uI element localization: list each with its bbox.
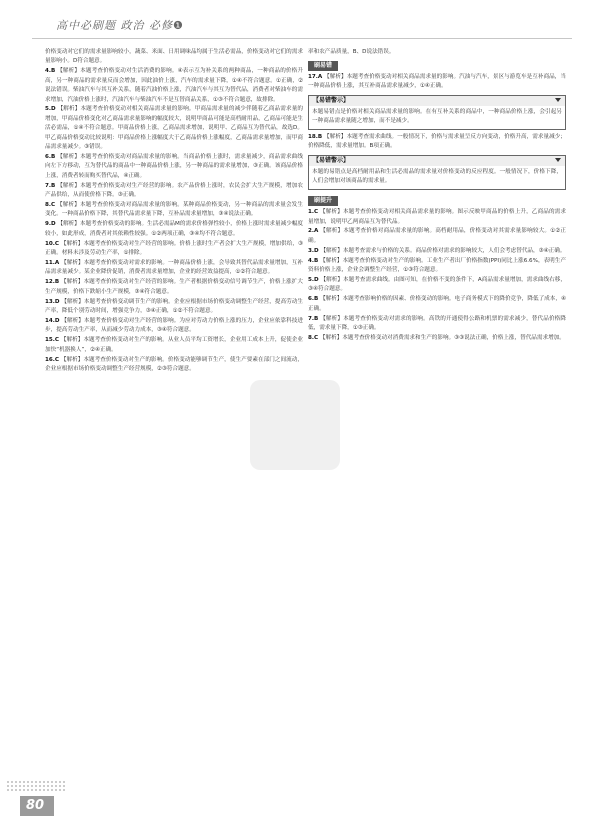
question-number: 6.B (45, 153, 56, 160)
answer-paragraph (45, 201, 303, 220)
tip-box-title: 【易错警示】 (309, 156, 565, 166)
question-number: 18.B (308, 134, 323, 141)
triangle-down-icon (555, 158, 561, 162)
answer-paragraph (45, 67, 303, 105)
answer-paragraph (45, 278, 303, 297)
answer-text: 【解析】本题考查价格变动对生产经营的影响。为应对劳动力价格上涨的压力，企业应依靠科技进步，提高劳动生产率，从而减少劳动力成本，③④符合题意。 (45, 317, 303, 334)
right-column (308, 48, 566, 798)
question-number: 3.D (308, 247, 319, 254)
question-number: 15.C (45, 337, 60, 344)
answer-text: 率和农产品质量，B、D说法错误。 (308, 49, 395, 55)
question-number: 16.C (45, 356, 60, 363)
section-label-tisheng: 刷提升 (308, 196, 338, 206)
answer-paragraph (308, 257, 566, 276)
header-divider (32, 38, 572, 39)
answer-paragraph (308, 208, 566, 227)
answer-text: 【解析】本题考查价格变动对商品需求量的影响。当商品价格上涨时，需求量减少，商品需求曲线向左下方移动，互为替代品的商品中一种商品价格上涨，另一种商品的需求量增加，③正确。该商品价格上涨，消费者转而购买替代品，④正确。 (45, 153, 303, 179)
answer-paragraph (308, 315, 566, 334)
answer-text: 【解析】本题考查价格变动对生产经营的影响。价格上涨时生产者会扩大生产规模，增加供给，③正确。材料未涉及劳动生产率，①排除。 (45, 240, 303, 257)
answer-text: 【解析】本题考查价格变动对生活消费的影响。④表示互为补关系的两种商品，一种商品的价格升高，另一种商品的需求量反而会增加，因此油价上涨，汽车的需求量下降，①④不符合题意。①正确，②说法错误。柴油汽车与其互补关系，随着汽油价格上涨，汽油汽车与其互为替代品，消费者对柴油车的需求增加，汽油价格上涨时，汽油汽车与柴油汽车不是互替商品关系，①③不符合题意，故排除。 (45, 68, 303, 103)
answer-text: 【解析】本题考查价格变动调节生产的影响。企业应根据市场价格变动调整生产经营，提高劳动生产率，降低个别劳动时间，增强竞争力，③④正确，①②不符合题意。 (45, 298, 303, 314)
answer-text: 【解析】本题考查价格变动对相关商品需求量的影响。图示反映甲商品的价格上升，乙商品的需求量增加，说明甲乙两商品互为替代品。 (308, 209, 566, 225)
answer-paragraph (45, 240, 303, 259)
question-number: 13.D (45, 298, 60, 305)
answer-text: 【解析】本题考查价格变动对消费需求和生产的影响。③③说法正确，价格上涨，替代品需求增加。 (319, 334, 565, 341)
question-number: 1.C (308, 209, 319, 216)
question-number: 10.C (45, 240, 60, 247)
section-label-yicuo: 刷易错 (308, 61, 338, 71)
question-number: 17.A (308, 73, 323, 80)
answer-paragraph (308, 247, 566, 256)
answer-paragraph (45, 298, 303, 317)
answer-text: 【解析】本题考查价格变动的影响。生活必需品M的需求价格弹性较小，价格上涨时需求量减少幅度较小，如此形成，消费者对其依赖性较强。①②两项正确，③④均不符合题意。 (45, 221, 303, 237)
question-number: 14.D (45, 317, 60, 324)
question-number: 7.B (308, 315, 319, 322)
answer-text: 【解析】本题考查价格变动对相关商品需求量的影响。汽油与汽车，景区与游览车是互补商品，当一种商品价格上涨，其互补商品需求量减少，①④正确。 (308, 73, 566, 90)
question-number: 11.A (45, 259, 60, 266)
answer-text: 【解析】本题考查价格变动对生产经营的影响。生产者根据价格变动信号调节生产，价格上涨扩大生产规模，价格下跌缩小生产规模，③④符合题意。 (45, 279, 303, 295)
answer-text: 【解析】本题考查价格变动对生产经营的影响。农产品价格上涨时，农民会扩大生产规模，增加农产品供给，从而使价格下降。③正确。 (45, 182, 303, 199)
triangle-down-icon (555, 98, 561, 102)
answer-text: 【解析】本题考查价格变动对生产的影响。从业人员平均工资增长，企业用工成本上升，促使企业加快“机器换人”，②④正确。 (45, 337, 303, 353)
answer-paragraph (308, 276, 566, 295)
answer-text: 【解析】本题考查价格变动对商品需求量的影响。某种商品价格变动，另一种商品的需求量会发生变化。一种商品价格下降，其替代品需求量下降，互补品需求量增加，③④说法正确。 (45, 202, 303, 218)
answer-paragraph (308, 227, 566, 246)
decorative-dots (6, 780, 66, 792)
page-number: 80 (26, 798, 45, 813)
question-number: 5.D (45, 106, 56, 113)
answer-text: 【解析】本题考查影响价格的因素、价格变动的影响。电子商务模式下的降价竞争，降低了成本，④正确。 (308, 296, 566, 312)
answer-paragraph (308, 73, 566, 92)
answer-paragraph (308, 48, 566, 57)
question-number: 4.B (45, 68, 56, 75)
answer-paragraph (45, 153, 303, 181)
question-number: 2.A (308, 228, 319, 235)
answer-text: 【解析】本题考查价格对商品需求量的影响。高档耐用品，价格变动对其需求量影响较大。①②正确。 (308, 228, 566, 244)
tip-box-text: 本题易错点是价格对相关商品需求量的影响。在有互补关系的商品中，一种商品价格上涨，会引起另一种商品需求量随之增加，而不是减少。 (312, 108, 562, 125)
question-number: 6.B (308, 296, 319, 303)
answer-text: 【解析】本题考查价格变动对相关商品需求量的影响。甲商品需求量的减少伴随着乙商品需求量的增加，甲商品价格变化对乙商品需求量影响的幅度较大，说明甲商品可能是高档耐用品，乙商品可能是生活必需品，①④不符合题意。甲商品价格上涨，乙商品需求增加，说明甲、乙商品互为替代品，故选D。甲乙商品价格变动比较说明：甲商品价格上涨幅度大于乙商品价格上涨幅度，乙商品需求量增加，而甲商品需求量减少。③错误。 (45, 106, 303, 151)
left-column (45, 48, 303, 798)
answer-text: 【解析】本题考查价格变动对生产的影响。工业生产者出厂价格指数(PPI)同比上涨6.6%，表明生产资料价格上涨，企业会调整生产经营，①③符合题意。 (308, 257, 566, 274)
answer-paragraph (45, 259, 303, 278)
answer-paragraph (45, 317, 303, 336)
answer-paragraph (45, 105, 303, 152)
question-number: 9.D (45, 221, 56, 228)
answer-text: 【解析】本题考查价格变动对需求的影响。高铁的开通使得公路和机票的需求减少，替代品价格降低，需求量下降，①③正确。 (308, 315, 566, 332)
answer-paragraph (45, 356, 303, 375)
header-title: 高中必刷题 政治 必修❶ (56, 19, 184, 32)
answer-paragraph (308, 334, 566, 343)
tip-box-text: 本题的易错点是高档耐用品和生活必需品的需求量对价格变动的反应程度。一般情况下，价格下降，人们会增加对该商品的需求量。 (312, 168, 562, 185)
answer-text: 【解析】本题考查需求曲线。由图可知，在价格不变的条件下，A商品需求量增加，需求曲线右移，③④符合题意。 (308, 277, 566, 293)
answer-text: 【解析】本题考查价格变动对需求的影响。一种商品价格上涨，会导致其替代品需求量增加，互补品需求量减少。某企业降价促销，消费者需求量增加，企业的经营效益提高，①②符合题意。 (45, 259, 303, 276)
tip-box-1 (308, 95, 566, 130)
answer-paragraph (45, 220, 303, 239)
answer-paragraph (308, 295, 566, 314)
answer-paragraph (45, 182, 303, 201)
question-number: 8.C (308, 334, 319, 341)
page-header (32, 14, 572, 40)
answer-text: 【解析】本题考查价格变动对生产的影响。价格变动能够调节生产，使生产要素在部门之间流动，企业应根据市场价格变动调整生产经营规模，②③符合题意。 (45, 356, 303, 372)
question-number: 5.D (308, 277, 319, 283)
tip-box-2 (308, 155, 566, 190)
question-number: 7.B (45, 182, 56, 189)
answer-text: 【解析】本题考查需求与价格的关系。商品价格对需求的影响较大，人们会考虑替代品，③④正确。 (320, 247, 566, 254)
answer-paragraph (45, 336, 303, 355)
answer-text: 价格变动对它们的需求量影响较小，蔬菜、米面、日用调味品均属于生活必需品，价格变动对它们的需求量影响小。D符合题意。 (45, 49, 303, 65)
question-number: 4.B (308, 257, 319, 264)
answer-paragraph (45, 48, 303, 67)
answer-paragraph (308, 133, 566, 152)
answer-text: 【解析】本题考查需求曲线。一般情况下，价格与需求量呈反方向变动，价格升高，需求量减少；价格降低，需求量增加。B项正确。 (308, 134, 566, 150)
tip-box-title: 【易错警示】 (309, 96, 565, 106)
question-number: 8.C (45, 202, 56, 208)
question-number: 12.B (45, 279, 60, 286)
